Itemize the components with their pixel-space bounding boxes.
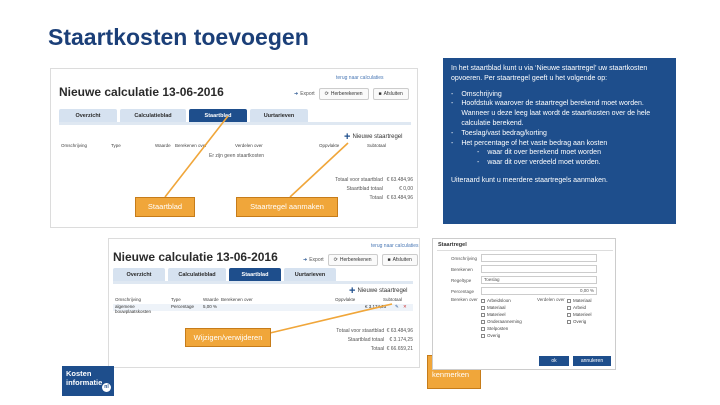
calculation-title: Nieuwe calculatie 13-06-2016 (113, 250, 278, 264)
option-checkbox[interactable]: Arbeid (567, 304, 592, 311)
cell-subtotaal: € 3.174,25 (365, 304, 387, 309)
total-label: Totaal (370, 346, 385, 352)
berekenen-select[interactable] (481, 265, 597, 273)
total-label: Staartblad totaal (346, 186, 383, 192)
export-icon: ➜ (303, 257, 308, 263)
col-subtotaal: Subtotaal (383, 297, 403, 302)
cell-type: Percentage (171, 304, 195, 309)
field-omschrijving: Omschrijving (451, 254, 597, 262)
recalculate-button[interactable]: ⟳ Herberekenen (319, 88, 369, 100)
export-button[interactable]: ➜ Export (303, 257, 324, 263)
callout-in-te-vullen-kenmerken: kenmerken (427, 355, 481, 389)
tab-uurtarieven[interactable]: Uurtarieven (284, 268, 336, 282)
col-subtotaal: Subtotaal (367, 143, 387, 148)
close-calculation-button[interactable]: ■ Afsluiten (382, 254, 418, 266)
col-oppvlakte: Oppvlakte (319, 143, 340, 148)
callout-staartblad: Staartblad (135, 197, 195, 217)
info-box (443, 58, 676, 224)
col-waarde: Waarde (203, 297, 219, 302)
tab-overzicht[interactable]: Overzicht (113, 268, 165, 282)
lock-icon: ■ (378, 91, 382, 97)
option-checkbox[interactable]: Materiaal (481, 304, 522, 311)
col-omschrijving: Omschrijving (115, 297, 142, 302)
plus-icon: + (349, 285, 356, 297)
col-berekenen-over: Berekenen over (221, 297, 253, 302)
col-oppvlakte: Oppvlakte (335, 297, 356, 302)
bereken-over-label: Bereken over (451, 297, 478, 302)
empty-message: Er zijn geen staartkosten (209, 153, 265, 159)
recalculate-button[interactable]: ⟳ Herberekenen (328, 254, 378, 266)
info-intro: In het staartblad kunt u via ‘Nieuwe staartregel’ uw staartkosten opvoeren. Per staartregel geeft u het volgende op: (451, 65, 648, 82)
callout-staartregel-aanmaken: Staartregel aanmaken (236, 197, 338, 217)
regeltype-select[interactable]: Toeslag (481, 276, 597, 284)
option-checkbox[interactable]: Stelposten (481, 325, 522, 332)
info-item: - Hoofdstuk waarover de staartregel berekend moet worden. Wanneer u deze leeg laat wordt de staartkosten over de hele calculatie berekend. (451, 100, 651, 127)
plus-icon: + (344, 131, 351, 143)
percentage-input[interactable]: 0,00 % (481, 287, 597, 295)
option-checkbox[interactable]: Materieel (481, 311, 522, 318)
option-checkbox[interactable]: Onderaanneming (481, 318, 522, 325)
tab-uurtarieven[interactable]: Uurtarieven (250, 109, 308, 123)
info-item: - Omschrijving (451, 90, 502, 98)
info-outro: Uiteraard kunt u meerdere staartregels aanmaken. (451, 176, 608, 184)
arrow-staartblad (165, 116, 228, 197)
cell-omschrijving: algemene bouwplaatskosten (115, 304, 152, 314)
info-list (451, 90, 668, 168)
kosteninformatie-logo: Kosten informatie nl (62, 366, 114, 396)
col-type: Type (171, 297, 181, 302)
info-item: - Toeslag/vast bedrag/korting (451, 129, 547, 137)
dialog-title: Staartregel (438, 242, 467, 248)
lock-icon: ■ (387, 257, 391, 263)
total-value: € 0,00 (399, 186, 413, 192)
col-waarde: Waarde (155, 143, 171, 148)
option-checkbox[interactable]: Materiaal (567, 297, 592, 304)
back-to-calculations-link[interactable]: terug naar calculaties (371, 243, 419, 249)
field-percentage: Percentage 0,00 % (451, 287, 597, 295)
tab-overzicht[interactable]: Overzicht (59, 109, 117, 123)
omschrijving-input[interactable] (481, 254, 597, 262)
total-value: € 63.484,96 (386, 328, 413, 334)
tab-calculatieblad[interactable]: Calculatieblad (120, 109, 186, 123)
cancel-button[interactable]: annuleren (573, 356, 611, 366)
calculation-title: Nieuwe calculatie 13-06-2016 (59, 85, 224, 99)
callout-wijzigen-verwijderen: Wijzigen/verwijderen (185, 328, 271, 347)
edit-icon[interactable]: ✎ (395, 304, 399, 309)
total-value: € 63.484,96 (386, 177, 413, 183)
option-checkbox[interactable]: Overig (481, 332, 522, 339)
new-tail-line-link[interactable]: + Nieuwe staartregel (349, 285, 408, 297)
col-berekenen-over: Berekenen over (175, 143, 207, 148)
bereken-over-options (481, 297, 522, 339)
col-omschrijving: Omschrijving (61, 143, 88, 148)
export-icon: ➜ (294, 91, 299, 97)
staartregel-dialog (432, 238, 616, 370)
ok-button[interactable]: ok (539, 356, 569, 366)
export-button[interactable]: ➜ Export (294, 91, 315, 97)
info-subitem: - waar dit over verdeeld moet worden. (477, 159, 601, 167)
refresh-icon: ⟳ (333, 257, 338, 263)
total-value: € 63.484,96 (386, 195, 413, 201)
field-regeltype: Regeltype Toeslag (451, 276, 597, 284)
total-value: € 3.174,25 (389, 337, 413, 343)
option-checkbox[interactable]: Materieel (567, 311, 592, 318)
option-checkbox[interactable]: Overig (567, 318, 592, 325)
total-label: Totaal voor staartblad (335, 177, 383, 183)
logo-mark: nl (102, 383, 111, 392)
info-subitem: - waar dit over berekend moet worden (477, 149, 601, 157)
total-value: € 66.659,21 (386, 346, 413, 352)
delete-icon[interactable]: ✕ (403, 304, 407, 309)
slide-title: Staartkosten toevoegen (48, 24, 309, 50)
verdelen-over-options (567, 297, 592, 325)
total-label: Totaal voor staartblad (336, 328, 385, 334)
tab-calculatieblad[interactable]: Calculatieblad (168, 268, 226, 282)
refresh-icon: ⟳ (324, 91, 329, 97)
back-to-calculations-link[interactable]: terug naar calculaties (336, 75, 384, 81)
col-type: Type (111, 143, 121, 148)
tab-staartblad[interactable]: Staartblad (229, 268, 281, 282)
close-calculation-button[interactable]: ■ Afsluiten (373, 88, 409, 100)
arrow-staartregel-aanmaken (290, 143, 348, 197)
total-label: Totaal (369, 195, 383, 201)
cell-waarde: 5,00 % (203, 304, 218, 309)
field-berekenen: Berekenen (451, 265, 597, 273)
info-item: - Het percentage of het vaste bedrag aan kosten (451, 139, 608, 147)
option-checkbox[interactable]: Arbeidsloon (481, 297, 522, 304)
new-tail-line-link[interactable]: + Nieuwe staartregel (344, 131, 403, 143)
col-verdelen-over: Verdelen over (235, 143, 263, 148)
tab-staartblad[interactable]: Staartblad (189, 109, 247, 123)
arrow-wijzigen (270, 304, 392, 333)
verdelen-over-label: Verdelen over (537, 297, 565, 302)
total-label: Staartblad totaal (347, 337, 385, 343)
